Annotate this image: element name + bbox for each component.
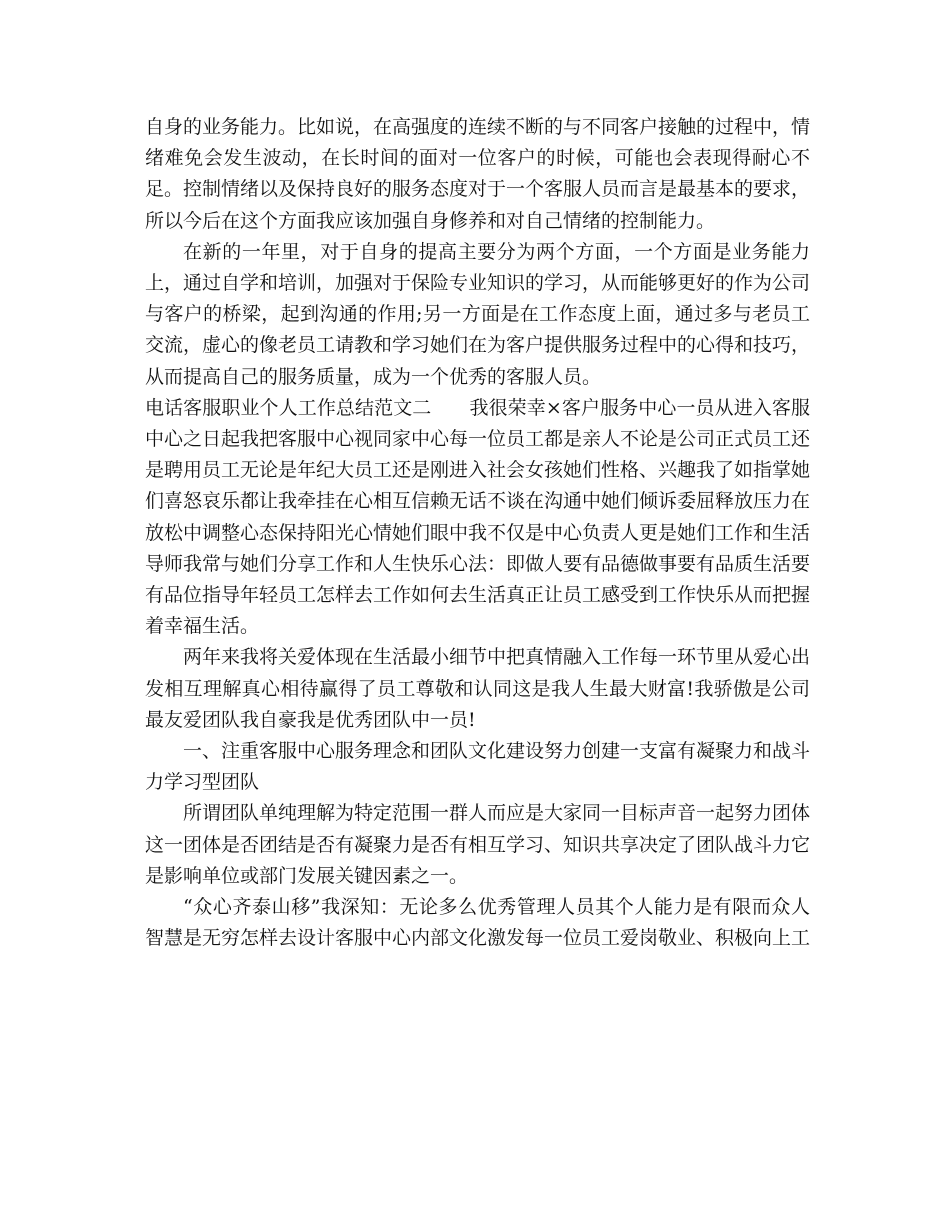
paragraph-3-text: 我很荣幸×客户服务中心一员从进入客服中心之日起我把客服中心视同家中心每一位员工都是亲人不论是公司正式员工还是聘用员工无论是年纪大员工还是刚进入社会女孩她们性格、兴趣我了如指掌她们喜怒哀乐都让我牵挂在心相互信赖无话不谈在沟通中她们倾诉委屈释放压力在放松中调整心态保持阳光心情她们眼中我不仅是中心负责人更是她们工作和生活导师我常与她们分享工作和人生快乐心法：即做人要有品德做事要有品质生活要有品位指导年轻员工怎样去工作如何去生活真正让员工感受到工作快乐从而把握着幸福生活。 xyxy=(145,396,811,638)
paragraph-5: 一、注重客服中心服务理念和团队文化建设努力创建一支富有凝聚力和战斗力学习型团队 xyxy=(145,740,811,794)
paragraph-3 xyxy=(145,393,810,643)
section-heading: 电话客服职业个人工作总结范文二 xyxy=(145,396,432,419)
paragraph-1: 自身的业务能力。比如说，在高强度的连续不断的与不同客户接触的过程中，情绪难免会发生波动，在长时间的面对一位客户的时候，可能也会表现得耐心不足。控制情绪以及保持良好的服务态度对于一个客服人员而言是最基本的要求，所以今后在这个方面我应该加强自身修养和对自己情绪的控制能力。 xyxy=(145,116,811,232)
paragraph-4: 两年来我将关爱体现在生活最小细节中把真情融入工作每一环节里从爱心出发相互理解真心相待赢得了员工尊敬和认同这是我人生最大财富!我骄傲是公司最友爱团队我自豪我是优秀团队中一员! xyxy=(145,646,811,731)
paragraph-6: 所谓团队单纯理解为特定范围一群人而应是大家同一目标声音一起努力团体这一团体是否团结是否有凝聚力是否有相互学习、知识共享决定了团队战斗力它是影响单位或部门发展关键因素之一。 xyxy=(145,802,811,887)
paragraph-2: 在新的一年里，对于自身的提高主要分为两个方面，一个方面是业务能力上，通过自学和培训，加强对于保险专业知识的学习，从而能够更好的作为公司与客户的桥梁，起到沟通的作用;另一方面是在工作态度上面，通过多与老员工交流，虚心的像老员工请教和学习她们在为客户提供服务过程中的心得和技巧，从而提高自己的服务质量，成为一个优秀的客服人员。 xyxy=(145,240,811,388)
paragraph-7: “众心齐泰山移”我深知：无论多么优秀管理人员其个人能力是有限而众人智慧是无穷怎样去设计客服中心内部文化激发每一位员工爱岗敬业、积极向上工 xyxy=(145,896,811,950)
document-body xyxy=(145,112,810,954)
